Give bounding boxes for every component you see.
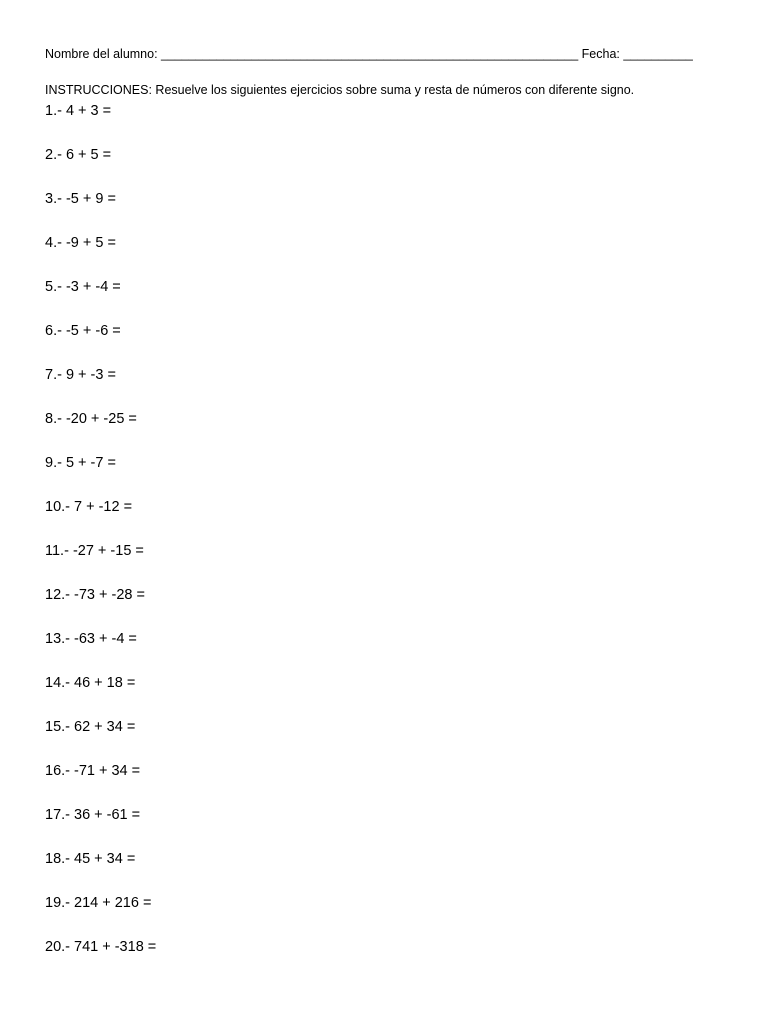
exercise-5: 5.- -3 + -4 = [45, 279, 121, 295]
student-header-line [45, 47, 693, 61]
exercise-list [45, 101, 156, 981]
exercise-19: 19.- 214 + 216 = [45, 895, 152, 911]
exercise-17: 17.- 36 + -61 = [45, 807, 141, 823]
exercise-3: 3.- -5 + 9 = [45, 191, 116, 207]
exercise-4: 4.- -9 + 5 = [45, 235, 116, 251]
exercise-15: 15.- 62 + 34 = [45, 719, 136, 735]
exercise-10: 10.- 7 + -12 = [45, 499, 133, 515]
exercise-14: 14.- 46 + 18 = [45, 675, 136, 691]
student-name-blank: ____________________________________________________________ [161, 47, 579, 61]
date-label: Fecha: [581, 47, 620, 61]
exercise-1: 1.- 4 + 3 = [45, 103, 112, 119]
exercise-7: 7.- 9 + -3 = [45, 367, 116, 383]
exercise-20: 20.- 741 + -318 = [45, 939, 157, 955]
exercise-16: 16.- -71 + 34 = [45, 763, 141, 779]
student-name-label: Nombre del alumno: [45, 47, 158, 61]
exercise-11: 11.- -27 + -15 = [45, 543, 144, 559]
exercise-12: 12.- -73 + -28 = [45, 587, 145, 603]
exercise-2: 2.- 6 + 5 = [45, 147, 112, 163]
exercise-6: 6.- -5 + -6 = [45, 323, 121, 339]
exercise-18: 18.- 45 + 34 = [45, 851, 136, 867]
exercise-13: 13.- -63 + -4 = [45, 631, 137, 647]
exercise-8: 8.- -20 + -25 = [45, 411, 137, 427]
instructions-text: INSTRUCCIONES: Resuelve los siguientes ejercicios sobre suma y resta de números con diferente signo. [45, 83, 635, 97]
exercise-9: 9.- 5 + -7 = [45, 455, 116, 471]
date-blank: __________ [623, 47, 693, 61]
